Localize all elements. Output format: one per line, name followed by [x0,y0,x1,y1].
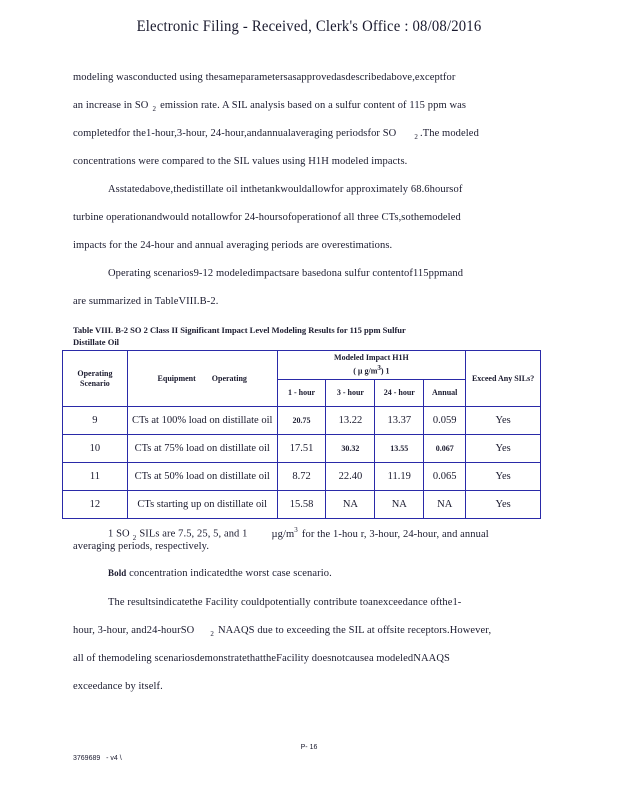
table-row [63,407,541,435]
cell-24hour: NA [375,491,424,519]
text-line: impacts for the 24-hour and annual averaging periods are overestimations. [73,240,393,251]
cell-24hour: 13.55 [375,435,424,463]
text-line: completedfor the1-hour,3-hour, 24-hour,andannualaveraging periodsfor SO $_2$ .The modeled [73,128,479,142]
text-line: Operating scenarios9-12 modeledimpactsare basedona sulfur contentof115ppmand [108,268,464,279]
cell-annual: NA [424,491,466,519]
results-table [62,350,541,519]
cell-exceed: Yes [466,435,541,463]
cell-scenario: 9 [63,407,128,435]
page-number: P- 16 [300,744,318,751]
cell-annual: 0.065 [424,463,466,491]
footnote-line: 1 SO $_2$ SILs are 7.5, 25, 5, and 1 $\mu g/m^3$ for the 1-hou r, 3-hour, 24-hour, and annual [108,526,489,542]
cell-exceed: Yes [466,491,541,519]
cell-24hour: 13.37 [375,407,424,435]
table-row [63,491,541,519]
cell-equipment: CTs starting up on distillate oil [127,491,277,519]
text-line: concentrations were compared to the SIL values using H1H modeled impacts. [73,156,408,167]
text-line: modeling wasconducted using thesameparametersasapprovedasdescribedabove,exceptfor [73,72,456,83]
document-id: 3769689 - v4 \ [73,755,122,762]
text-line: Asstatedabove,thedistillate oil inthetankwouldallowfor approximately 68.6hoursof [108,184,463,195]
col-header-24hour: 24 - hour [375,380,424,407]
footnote-line: averaging periods, respectively. [73,541,210,552]
table-row [63,435,541,463]
cell-equipment: CTs at 75% load on distillate oil [127,435,277,463]
table-row [63,463,541,491]
cell-3hour: 22.40 [326,463,375,491]
text-line: hour, 3-hour, and24-hourSO $_2$ NAAQS due to exceeding the SIL at offsite receptors.However, [73,625,492,639]
cell-exceed: Yes [466,463,541,491]
cell-scenario: 11 [63,463,128,491]
text-line: turbine operationandwould notallowfor 24-hoursofoperationof all three CTs,sothemodeled [73,212,461,223]
table-caption: Table VIII. B-2 SO 2 Class II Significant Impact Level Modeling Results for 115 ppm Sulfur [73,325,406,335]
cell-3hour: NA [326,491,375,519]
col-header-modeled-impact: Modeled Impact H1H ( µ $g/m^3$) 1 [277,351,466,380]
text-line: The resultsindicatethe Facility couldpotentially contribute toanexceedance ofthe1- [108,597,462,608]
text-line: an increase in SO $_2$ emission rate. A SIL analysis based on a sulfur content of 115 ppm was [73,100,467,114]
cell-1hour: 8.72 [277,463,326,491]
cell-1hour: 17.51 [277,435,326,463]
cell-equipment: CTs at 50% load on distillate oil [127,463,277,491]
cell-exceed: Yes [466,407,541,435]
cell-scenario: 10 [63,435,128,463]
filing-header: Electronic Filing - Received, Clerk's Office : 08/08/2016 [136,18,482,35]
cell-scenario: 12 [63,491,128,519]
cell-1hour: 20.75 [277,407,326,435]
cell-1hour: 15.58 [277,491,326,519]
cell-annual: 0.059 [424,407,466,435]
text-line: all of themodeling scenariosdemonstratethattheFacility doesnotcausea modeledNAAQS [73,653,450,664]
col-header-scenario: Operating Scenario [63,351,128,407]
col-header-exceed: Exceed Any SILs? [466,351,541,407]
col-header-annual: Annual [424,380,466,407]
cell-equipment: CTs at 100% load on distillate oil [127,407,277,435]
col-header-equipment-operating: Equipment Operating [127,351,277,407]
cell-24hour: 11.19 [375,463,424,491]
col-header-1hour: 1 - hour [277,380,326,407]
cell-annual: 0.067 [424,435,466,463]
text-line: are summarized in TableVIII.B-2. [73,296,219,307]
text-line: exceedance by itself. [73,681,163,692]
table-caption: Distillate Oil [73,337,120,347]
cell-3hour: 30.32 [326,435,375,463]
bold-note: Bold concentration indicatedthe worst case scenario. [108,568,332,579]
cell-3hour: 13.22 [326,407,375,435]
col-header-3hour: 3 - hour [326,380,375,407]
